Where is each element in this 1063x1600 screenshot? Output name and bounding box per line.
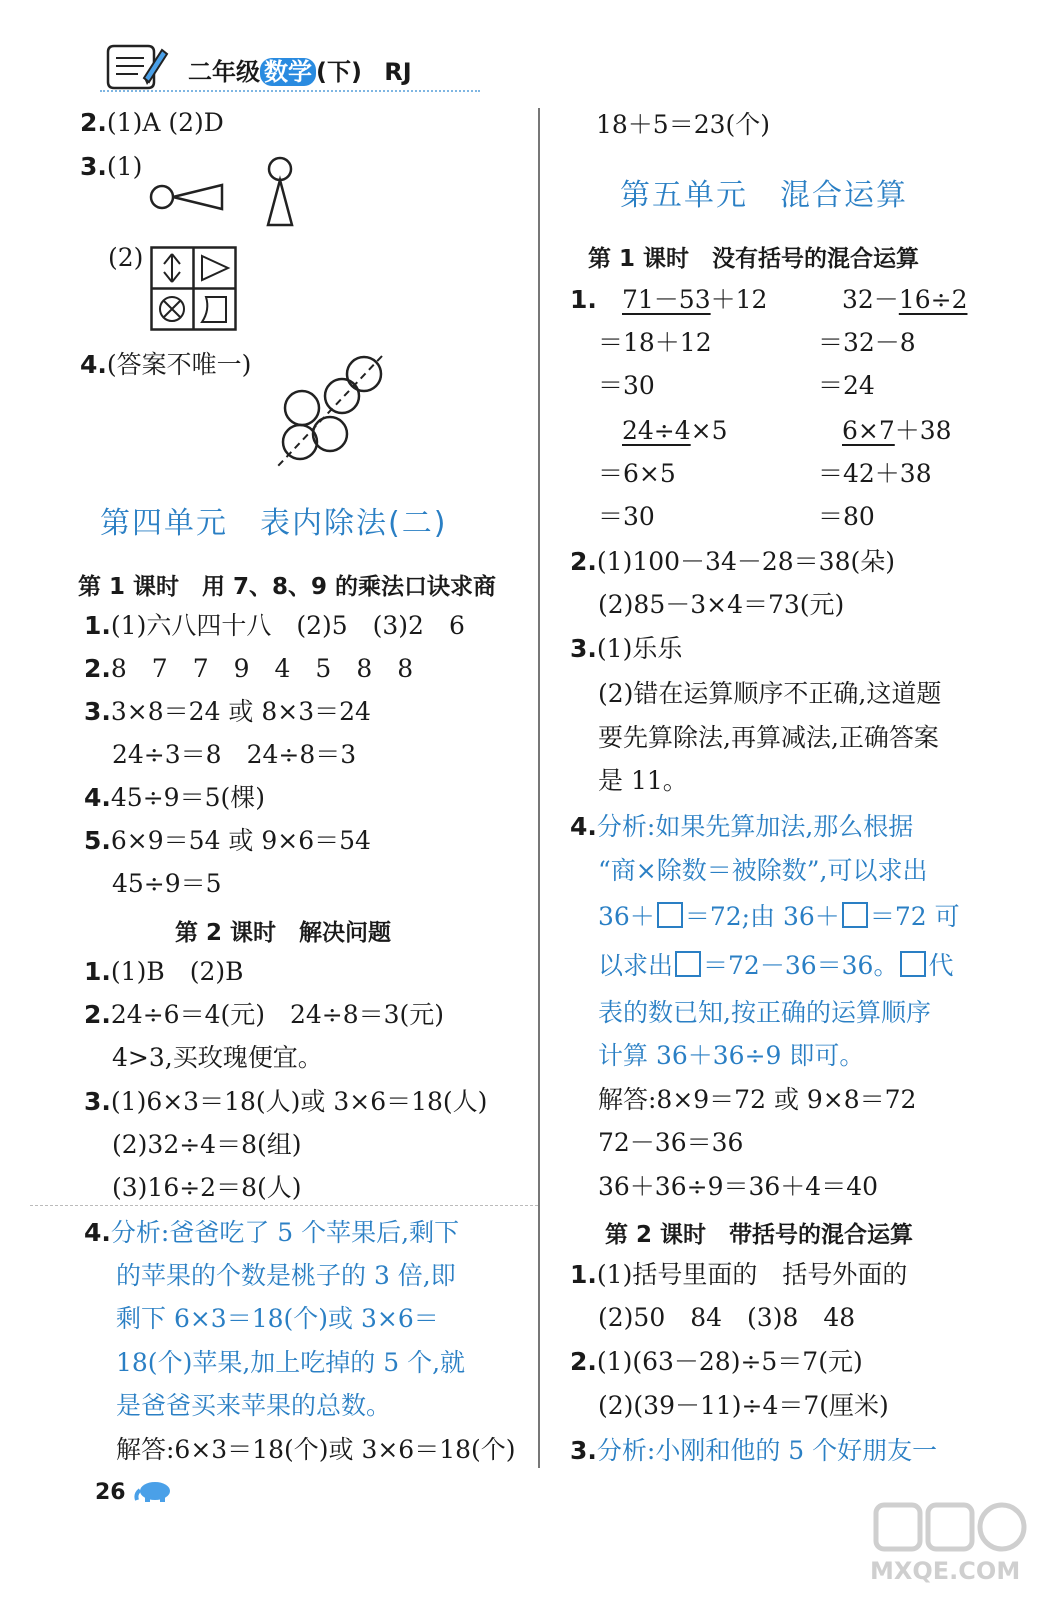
analysis-line: 36＋ ＝72;由 36＋ ＝72 可 bbox=[598, 902, 960, 931]
section-separator bbox=[30, 1205, 538, 1206]
header-title: 二年级 数学 (下) RJ bbox=[188, 58, 412, 86]
analysis-line: 3.分析:小刚和他的 5 个好朋友一 bbox=[570, 1436, 938, 1465]
unit5-heading: 第五单元 混合运算 bbox=[620, 178, 908, 213]
unit4-lesson2-title: 第 2 课时 解决问题 bbox=[175, 920, 392, 946]
answer-line: (2)(39－11)÷4＝7(厘米) bbox=[598, 1391, 889, 1420]
answer-line: 2.(1)100－34－28＝38(朵) bbox=[570, 547, 895, 576]
header-rule bbox=[100, 90, 480, 92]
solution-line: 72－36＝36 bbox=[598, 1128, 744, 1157]
answer-line: (2)32÷4＝8(组) bbox=[112, 1130, 302, 1159]
answer-line: (2)85－3×4＝73(元) bbox=[598, 590, 845, 619]
analysis-line: 的苹果的个数是桃子的 3 倍,即 bbox=[116, 1261, 456, 1290]
analysis-line: 18(个)苹果,加上吃掉的 5 个,就 bbox=[116, 1348, 466, 1377]
analysis-line: 4.分析:如果先算加法,那么根据 bbox=[570, 812, 914, 841]
answer-line: 2.8 7 7 9 4 5 8 8 bbox=[84, 654, 414, 683]
answer-line: (3)16÷2＝8(人) bbox=[112, 1173, 302, 1202]
left-q3: 3.(1) bbox=[80, 152, 143, 181]
unit4-heading: 第四单元 表内除法(二) bbox=[100, 506, 448, 541]
answer-line: 3.(1)乐乐 bbox=[570, 634, 683, 663]
solution-line: 解答:8×9＝72 或 9×8＝72 bbox=[598, 1085, 917, 1114]
analysis-line: 是爸爸买来苹果的总数。 bbox=[116, 1391, 392, 1420]
analysis-line: 计算 36＋36÷9 即可。 bbox=[598, 1041, 865, 1070]
left-q3-part2: (2) bbox=[108, 243, 144, 272]
answer-line: 2.24÷6＝4(元) 24÷8＝3(元) bbox=[84, 1000, 445, 1029]
answer-line: 3.3×8＝24 或 8×3＝24 bbox=[84, 697, 371, 726]
calc-step: ＝30 bbox=[598, 502, 655, 531]
answer-line: 24÷3＝8 24÷8＝3 bbox=[112, 740, 357, 769]
column-divider bbox=[538, 108, 540, 1468]
answer-line: 要先算除法,再算减法,正确答案 bbox=[598, 723, 939, 752]
answer-line: 是 11。 bbox=[598, 766, 688, 795]
blank-box bbox=[900, 951, 926, 977]
answer-line: 2.(1)(63－28)÷5＝7(元) bbox=[570, 1347, 863, 1376]
answer-line: 1.(1)六八四十八 (2)5 (3)2 6 bbox=[84, 611, 465, 640]
blank-box bbox=[675, 951, 701, 977]
subject-badge: 数学 bbox=[260, 58, 316, 86]
calc-step: ＝24 bbox=[818, 371, 875, 400]
calc-expression: 71－53＋12 bbox=[622, 285, 768, 314]
answer-line: 45÷9＝5 bbox=[112, 869, 222, 898]
answer-line: 1.(1)B (2)B bbox=[84, 957, 244, 986]
analysis-line: 表的数已知,按正确的运算顺序 bbox=[598, 998, 931, 1027]
q3-grid-figure bbox=[150, 246, 238, 332]
answer-line: 3.(1)6×3＝18(人)或 3×6＝18(人) bbox=[84, 1087, 488, 1116]
answer-line: 4>3,买玫瑰便宜。 bbox=[112, 1043, 323, 1072]
page-number: 26 bbox=[95, 1480, 175, 1505]
blank-box bbox=[657, 902, 683, 928]
analysis-line: 剩下 6×3＝18(个)或 3×6＝ bbox=[116, 1304, 439, 1333]
calc-step: ＝6×5 bbox=[598, 459, 676, 488]
scroll-pencil-icon bbox=[100, 42, 170, 92]
q1-number: 1. bbox=[570, 285, 597, 314]
blank-box bbox=[842, 902, 868, 928]
calc-step: ＝30 bbox=[598, 371, 655, 400]
calc-expression: 24÷4×5 bbox=[622, 416, 728, 445]
analysis-line: 4.分析:爸爸吃了 5 个苹果后,剩下 bbox=[84, 1218, 460, 1247]
answer-line: (2)错在运算顺序不正确,这道题 bbox=[598, 679, 942, 708]
calc-step: ＝42＋38 bbox=[818, 459, 932, 488]
unit4-lesson1-title: 第 1 课时 用 7、8、9 的乘法口诀求商 bbox=[78, 574, 497, 600]
right-top-line: 18＋5＝23(个) bbox=[596, 110, 771, 139]
left-q2: 2.(1)A (2)D bbox=[80, 108, 224, 137]
analysis-line: 以求出 ＝72－36＝36。 代 bbox=[598, 951, 954, 980]
unit5-lesson2-title: 第 2 课时 带括号的混合运算 bbox=[605, 1222, 914, 1248]
unit5-lesson1-title: 第 1 课时 没有括号的混合运算 bbox=[588, 246, 920, 272]
answer-line: 1.(1)括号里面的 括号外面的 bbox=[570, 1260, 908, 1289]
calc-expression: 32－16÷2 bbox=[842, 285, 968, 314]
answer-line: 5.6×9＝54 或 9×6＝54 bbox=[84, 826, 371, 855]
q3-shapes-figure bbox=[148, 155, 308, 230]
watermark-logo-icon bbox=[870, 1495, 1030, 1555]
analysis-line: “商×除数＝被除数”,可以求出 bbox=[598, 856, 928, 885]
calc-expression: 6×7＋38 bbox=[842, 416, 952, 445]
solution-line: 36＋36÷9＝36＋4＝40 bbox=[598, 1172, 879, 1201]
answer-line: (2)50 84 (3)8 48 bbox=[598, 1303, 856, 1332]
answer-line: 4.45÷9＝5(棵) bbox=[84, 783, 265, 812]
left-q4: 4.(答案不唯一) bbox=[80, 350, 252, 379]
watermark-text: MXQE.COM bbox=[870, 1557, 1021, 1585]
calc-step: ＝32－8 bbox=[818, 328, 916, 357]
watermark bbox=[870, 1495, 1030, 1590]
calc-step: ＝18＋12 bbox=[598, 328, 712, 357]
calc-step: ＝80 bbox=[818, 502, 875, 531]
elephant-icon bbox=[133, 1480, 175, 1502]
solution-line: 解答:6×3＝18(个)或 3×6＝18(个) bbox=[116, 1435, 516, 1464]
q4-circles-figure bbox=[272, 352, 387, 470]
